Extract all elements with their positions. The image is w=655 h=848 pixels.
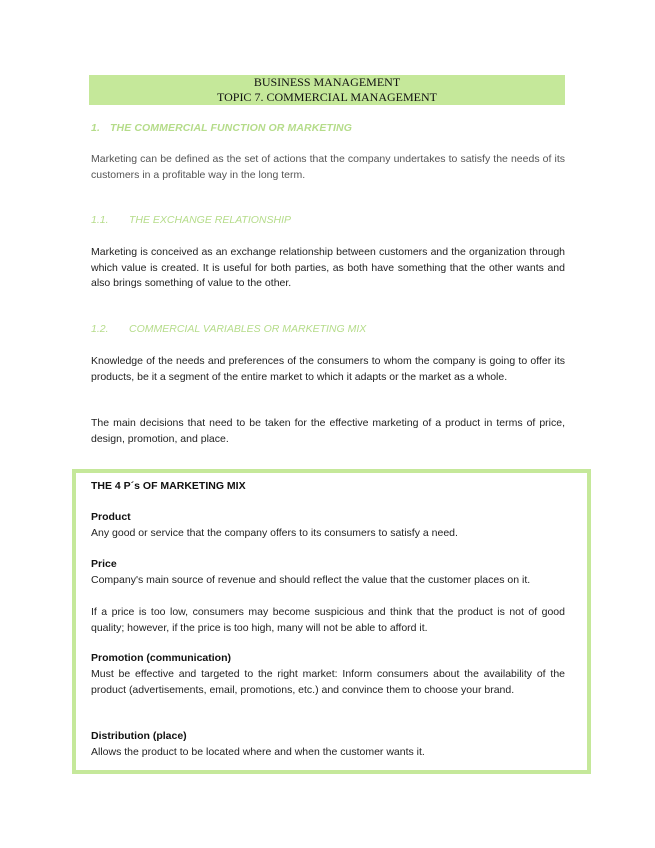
price-label: Price: [91, 558, 117, 570]
product-text: Any good or service that the company offers to its consumers to satisfy a need.: [91, 527, 458, 539]
section-1-number: 1.: [91, 122, 100, 134]
section-1-title: THE COMMERCIAL FUNCTION OR MARKETING: [110, 122, 352, 134]
section-1-2-heading: [91, 323, 366, 335]
section-1-1-heading: [91, 214, 291, 226]
product-label: Product: [91, 511, 131, 523]
header-line-topic: TOPIC 7. COMMERCIAL MANAGEMENT: [216, 90, 437, 104]
marketing-mix-title: THE 4 P´s OF MARKETING MIX: [91, 480, 246, 492]
section-1-paragraph: Marketing can be defined as the set of actions that the company undertakes to satisfy the needs of its customers in a profitable way in the long term.: [91, 153, 565, 181]
document-header: [89, 75, 565, 105]
promotion-label: Promotion (communication): [91, 652, 231, 664]
header-line-subject: BUSINESS MANAGEMENT: [253, 75, 401, 89]
promotion-text: Must be effective and targeted to the right market: Inform consumers about the availability of the product (advertisements, email, promotions, etc.) and convince them to choose your brand.: [91, 668, 565, 696]
section-1-2-paragraph-1: Knowledge of the needs and preferences of the consumers to whom the company is going to offer its products, be it a segment of the entire market to which it adapts or the market as a whole.: [91, 355, 565, 383]
distribution-label: Distribution (place): [91, 730, 187, 742]
section-1-1-number: 1.1.: [91, 214, 109, 226]
distribution-text: Allows the product to be located where and when the customer wants it.: [91, 746, 425, 758]
section-1-2-number: 1.2.: [91, 323, 109, 335]
section-1-1-paragraph: Marketing is conceived as an exchange relationship between customers and the organization through which value is created. It is useful for both parties, as both have something that the other wants and also brings something of value to the other.: [91, 246, 565, 290]
section-1-1-title: THE EXCHANGE RELATIONSHIP: [129, 214, 292, 226]
price-text-2: If a price is too low, consumers may become suspicious and think that the product is not of good quality; however, if the price is too high, many will not be able to afford it.: [91, 606, 565, 634]
price-text-1: Company's main source of revenue and should reflect the value that the customer places on it.: [91, 574, 531, 586]
section-1-2-title: COMMERCIAL VARIABLES OR MARKETING MIX: [129, 323, 367, 335]
section-1-heading: [91, 122, 352, 134]
section-1-2-paragraph-2: The main decisions that need to be taken for the effective marketing of a product in terms of price, design, promotion, and place.: [91, 417, 565, 445]
